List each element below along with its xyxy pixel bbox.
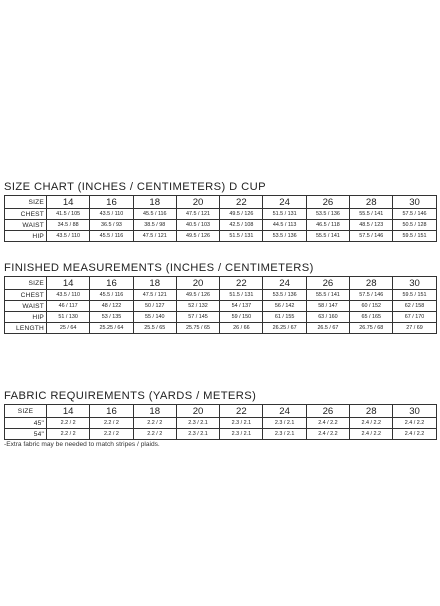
size-header-label: SIZE bbox=[5, 277, 47, 290]
size-header-cell: 20 bbox=[176, 196, 219, 209]
row-label: LENGTH bbox=[5, 323, 47, 334]
fabric-requirements-table bbox=[4, 404, 437, 440]
size-header-cell: 22 bbox=[220, 196, 263, 209]
table-row bbox=[5, 429, 437, 440]
table-cell: 53.5 / 136 bbox=[263, 290, 306, 301]
row-label: CHEST bbox=[5, 290, 47, 301]
size-header-row bbox=[5, 277, 437, 290]
table-cell: 2.2 / 2 bbox=[133, 418, 176, 429]
fabric-requirements-section bbox=[4, 390, 437, 448]
table-cell: 53.5 / 136 bbox=[306, 209, 349, 220]
size-header-cell: 26 bbox=[306, 405, 349, 418]
table-cell: 67 / 170 bbox=[393, 312, 436, 323]
table-cell: 26.5 / 67 bbox=[306, 323, 349, 334]
table-cell: 44.5 / 113 bbox=[263, 220, 306, 231]
table-cell: 47.5 / 121 bbox=[176, 209, 219, 220]
table-cell: 26 / 66 bbox=[220, 323, 263, 334]
table-cell: 2.2 / 2 bbox=[90, 418, 133, 429]
table-cell: 46 / 117 bbox=[47, 301, 90, 312]
table-cell: 43.5 / 110 bbox=[90, 209, 133, 220]
finished-measurements-table bbox=[4, 276, 437, 334]
table-cell: 25.25 / 64 bbox=[90, 323, 133, 334]
table-cell: 60 / 152 bbox=[350, 301, 393, 312]
table-cell: 2.3 / 2.1 bbox=[263, 429, 306, 440]
table-cell: 51.5 / 131 bbox=[220, 231, 263, 242]
table-cell: 45.5 / 116 bbox=[133, 209, 176, 220]
table-cell: 42.5 / 108 bbox=[220, 220, 263, 231]
table-cell: 2.2 / 2 bbox=[133, 429, 176, 440]
table-cell: 51 / 130 bbox=[47, 312, 90, 323]
table-cell: 54 / 137 bbox=[220, 301, 263, 312]
table-cell: 53 / 135 bbox=[90, 312, 133, 323]
finished-measurements-section bbox=[4, 262, 437, 334]
table-cell: 2.2 / 2 bbox=[90, 429, 133, 440]
size-header-cell: 30 bbox=[393, 196, 436, 209]
table-row bbox=[5, 220, 437, 231]
table-row bbox=[5, 209, 437, 220]
table-cell: 63 / 160 bbox=[306, 312, 349, 323]
size-header-cell: 26 bbox=[306, 277, 349, 290]
size-header-cell: 20 bbox=[176, 405, 219, 418]
table-row bbox=[5, 231, 437, 242]
size-header-cell: 24 bbox=[263, 405, 306, 418]
table-cell: 52 / 132 bbox=[176, 301, 219, 312]
size-header-cell: 24 bbox=[263, 277, 306, 290]
table-row bbox=[5, 290, 437, 301]
size-header-cell: 28 bbox=[350, 405, 393, 418]
fabric-requirements-title: FABRIC REQUIREMENTS (YARDS / METERS) bbox=[4, 390, 257, 402]
table-cell: 2.4 / 2.2 bbox=[393, 429, 436, 440]
size-header-label: SIZE bbox=[5, 196, 47, 209]
table-cell: 25 / 64 bbox=[47, 323, 90, 334]
table-cell: 55 / 140 bbox=[133, 312, 176, 323]
table-cell: 48.5 / 123 bbox=[350, 220, 393, 231]
table-cell: 65 / 165 bbox=[350, 312, 393, 323]
table-cell: 2.4 / 2.2 bbox=[350, 429, 393, 440]
table-cell: 55.5 / 141 bbox=[306, 231, 349, 242]
size-header-cell: 14 bbox=[47, 405, 90, 418]
table-cell: 2.3 / 2.1 bbox=[220, 429, 263, 440]
size-header-cell: 28 bbox=[350, 277, 393, 290]
table-cell: 2.3 / 2.1 bbox=[263, 418, 306, 429]
size-header-cell: 30 bbox=[393, 405, 436, 418]
table-cell: 57.5 / 146 bbox=[350, 290, 393, 301]
row-label: WAIST bbox=[5, 220, 47, 231]
row-label: HIP bbox=[5, 231, 47, 242]
size-header-cell: 22 bbox=[220, 405, 263, 418]
table-cell: 47.5 / 121 bbox=[133, 290, 176, 301]
table-cell: 34.5 / 88 bbox=[47, 220, 90, 231]
table-cell: 59.5 / 151 bbox=[393, 231, 436, 242]
table-cell: 2.4 / 2.2 bbox=[350, 418, 393, 429]
row-label: WAIST bbox=[5, 301, 47, 312]
table-cell: 59 / 150 bbox=[220, 312, 263, 323]
size-header-cell: 18 bbox=[133, 196, 176, 209]
row-label: CHEST bbox=[5, 209, 47, 220]
table-cell: 57 / 145 bbox=[176, 312, 219, 323]
table-cell: 55.5 / 141 bbox=[350, 209, 393, 220]
table-cell: 49.5 / 126 bbox=[220, 209, 263, 220]
table-cell: 2.2 / 2 bbox=[47, 429, 90, 440]
size-header-cell: 16 bbox=[90, 405, 133, 418]
table-cell: 27 / 69 bbox=[393, 323, 436, 334]
table-cell: 2.3 / 2.1 bbox=[176, 429, 219, 440]
table-row bbox=[5, 323, 437, 334]
size-header-cell: 22 bbox=[220, 277, 263, 290]
table-row bbox=[5, 312, 437, 323]
table-cell: 43.5 / 110 bbox=[47, 231, 90, 242]
table-cell: 61 / 155 bbox=[263, 312, 306, 323]
table-cell: 41.5 / 105 bbox=[47, 209, 90, 220]
size-header-cell: 28 bbox=[350, 196, 393, 209]
table-cell: 2.4 / 2.2 bbox=[306, 429, 349, 440]
size-chart-table bbox=[4, 195, 437, 242]
size-header-cell: 30 bbox=[393, 277, 436, 290]
finished-measurements-title: FINISHED MEASUREMENTS (INCHES / CENTIMETERS) bbox=[4, 262, 314, 274]
size-chart-section bbox=[4, 181, 437, 242]
size-header-cell: 14 bbox=[47, 277, 90, 290]
row-label: 54" bbox=[5, 429, 47, 440]
table-cell: 2.2 / 2 bbox=[47, 418, 90, 429]
table-cell: 25.75 / 65 bbox=[176, 323, 219, 334]
table-cell: 56 / 142 bbox=[263, 301, 306, 312]
size-header-cell: 18 bbox=[133, 277, 176, 290]
table-cell: 58 / 147 bbox=[306, 301, 349, 312]
table-cell: 43.5 / 110 bbox=[47, 290, 90, 301]
table-cell: 51.5 / 131 bbox=[220, 290, 263, 301]
size-header-cell: 16 bbox=[90, 196, 133, 209]
size-header-row bbox=[5, 405, 437, 418]
table-cell: 2.3 / 2.1 bbox=[176, 418, 219, 429]
table-cell: 25.5 / 65 bbox=[133, 323, 176, 334]
table-cell: 2.4 / 2.2 bbox=[306, 418, 349, 429]
fabric-note: -Extra fabric may be needed to match stripes / plaids. bbox=[4, 441, 160, 448]
table-cell: 57.5 / 146 bbox=[393, 209, 436, 220]
table-cell: 26.75 / 68 bbox=[350, 323, 393, 334]
table-cell: 49.5 / 126 bbox=[176, 231, 219, 242]
table-cell: 59.5 / 151 bbox=[393, 290, 436, 301]
table-cell: 45.5 / 116 bbox=[90, 231, 133, 242]
table-cell: 2.3 / 2.1 bbox=[220, 418, 263, 429]
table-cell: 45.5 / 116 bbox=[90, 290, 133, 301]
size-header-cell: 26 bbox=[306, 196, 349, 209]
size-chart-title: SIZE CHART (INCHES / CENTIMETERS) D CUP bbox=[4, 181, 266, 193]
table-cell: 57.5 / 146 bbox=[350, 231, 393, 242]
table-cell: 50.5 / 128 bbox=[393, 220, 436, 231]
table-cell: 62 / 158 bbox=[393, 301, 436, 312]
table-cell: 55.5 / 141 bbox=[306, 290, 349, 301]
size-header-cell: 24 bbox=[263, 196, 306, 209]
table-cell: 48 / 122 bbox=[90, 301, 133, 312]
table-cell: 36.5 / 93 bbox=[90, 220, 133, 231]
size-header-cell: 16 bbox=[90, 277, 133, 290]
table-cell: 51.5 / 131 bbox=[263, 209, 306, 220]
table-cell: 53.5 / 136 bbox=[263, 231, 306, 242]
table-cell: 38.5 / 98 bbox=[133, 220, 176, 231]
table-cell: 47.5 / 121 bbox=[133, 231, 176, 242]
table-cell: 46.5 / 118 bbox=[306, 220, 349, 231]
table-cell: 50 / 127 bbox=[133, 301, 176, 312]
row-label: HIP bbox=[5, 312, 47, 323]
table-cell: 40.5 / 103 bbox=[176, 220, 219, 231]
size-header-cell: 14 bbox=[47, 196, 90, 209]
table-cell: 49.5 / 126 bbox=[176, 290, 219, 301]
size-header-label: SIZE bbox=[5, 405, 47, 418]
table-row bbox=[5, 301, 437, 312]
table-cell: 26.25 / 67 bbox=[263, 323, 306, 334]
table-row bbox=[5, 418, 437, 429]
size-header-cell: 18 bbox=[133, 405, 176, 418]
size-header-row bbox=[5, 196, 437, 209]
table-cell: 2.4 / 2.2 bbox=[393, 418, 436, 429]
size-header-cell: 20 bbox=[176, 277, 219, 290]
row-label: 45" bbox=[5, 418, 47, 429]
